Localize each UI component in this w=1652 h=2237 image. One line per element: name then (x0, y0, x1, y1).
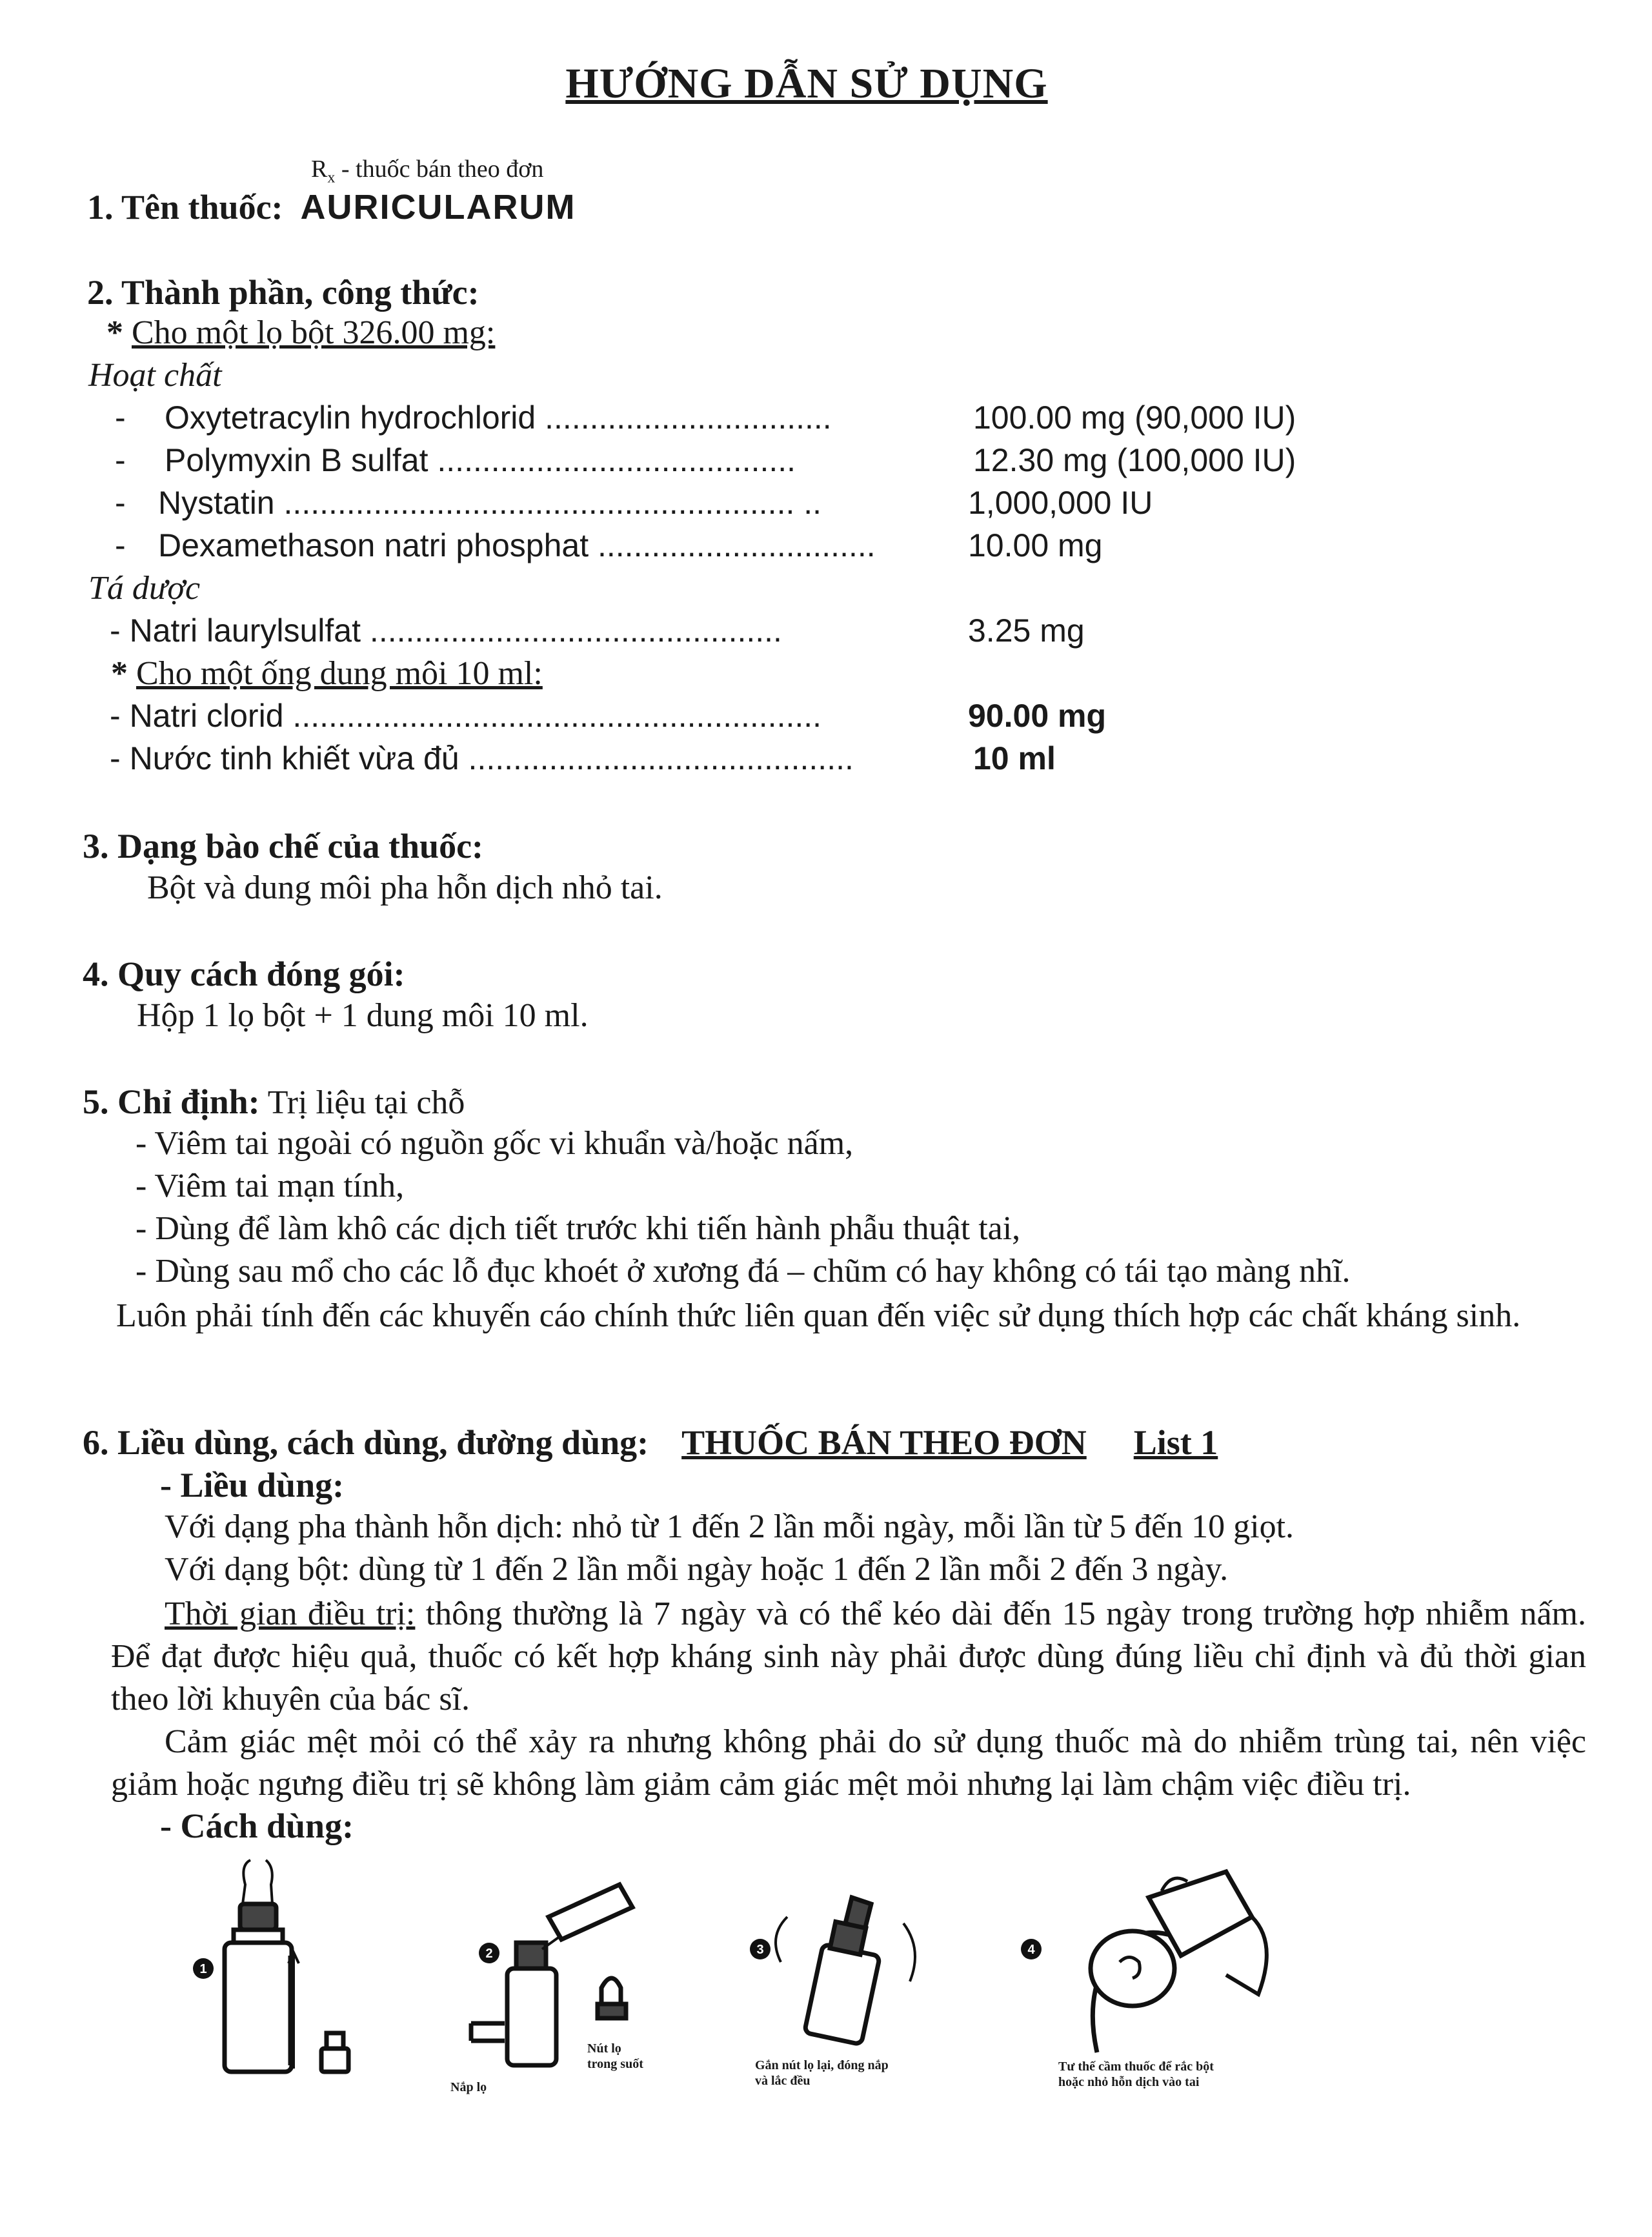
svg-text:1: 1 (199, 1962, 207, 1976)
solvent-row: - Natri clorid ........................................................... (110, 698, 822, 734)
active-row: - (115, 485, 126, 521)
svg-text:2: 2 (485, 1947, 493, 1961)
rx-symbol: R (311, 156, 328, 183)
indication-note: Luôn phải tính đến các khuyến cáo chính thức liên quan đến việc sử dụng thích hợp các chất kháng sinh. (116, 1297, 1521, 1334)
prescription-tag: THUỐC BÁN THEO ĐƠN (681, 1423, 1087, 1462)
page-title: HƯỚNG DẪN SỬ DỤNG (565, 60, 1048, 107)
dose-line: Với dạng bột: dùng từ 1 đến 2 lần mỗi ngày hoặc 1 đến 2 lần mỗi 2 đến 3 ngày. (165, 1551, 1229, 1588)
active-row-name: Polymyxin B sulfat ........................................ (165, 442, 796, 478)
excipient-row: - Natri laurylsulfat .............................................. (110, 612, 782, 649)
active-row: - (115, 527, 126, 563)
solvent-amount: 10 ml (973, 740, 1056, 776)
drug-name-label: 1. Tên thuốc: (87, 188, 283, 227)
list-tag: List 1 (1133, 1423, 1218, 1462)
usage-figure-1 (181, 1859, 374, 2072)
figure-2-caption-stopper: Nút lọ trong suốt (587, 2041, 643, 2071)
solvent-note: * Cho một ống dung môi 10 ml: (111, 655, 543, 692)
svg-text:3: 3 (756, 1943, 764, 1957)
indication-item: - Dùng sau mổ cho các lỗ đục khoét ở xương đá – chũm có hay không có tái tạo màng nhĩ. (136, 1253, 1351, 1290)
active-row-amount: 100.00 mg (90,000 IU) (973, 400, 1296, 436)
active-row-name: Dexamethason natri phosphat ............................... (158, 527, 876, 563)
active-row-amount: 1,000,000 IU (968, 485, 1153, 521)
active-row-name: Nystatin ......................................................... .. (158, 485, 822, 521)
active-row-amount: 10.00 mg (968, 527, 1103, 563)
ear-application-icon (1013, 1865, 1284, 2052)
active-row-amount: 12.30 mg (100,000 IU) (973, 442, 1296, 478)
dose-heading: - Liều dùng: (160, 1466, 345, 1504)
duration-label: Thời gian điều trị: (165, 1595, 416, 1632)
drug-name: AURICULARUM (300, 188, 576, 227)
open-bottle-pour-icon (445, 1872, 690, 2098)
rx-subscript: x (327, 169, 336, 187)
solvent-row: - Nước tinh khiết vừa đủ ........................................... (110, 740, 854, 776)
bottle-and-ampoule-icon (181, 1859, 374, 2072)
usage-figure-4 (1013, 1865, 1284, 2098)
active-row: - (115, 400, 126, 436)
rx-text: - thuốc bán theo đơn (335, 156, 544, 183)
section-3-text: Bột và dung môi pha hỗn dịch nhỏ tai. (147, 869, 663, 906)
indication-item: - Dùng để làm khô các dịch tiết trước khi tiến hành phẫu thuật tai, (136, 1210, 1021, 1247)
dose-line: Với dạng pha thành hỗn dịch: nhỏ từ 1 đến 2 lần mỗi ngày, mỗi lần từ 5 đến 10 giọt. (165, 1508, 1294, 1545)
svg-text:4: 4 (1027, 1943, 1035, 1957)
figure-4-caption: Tư thế cầm thuốc để rắc bột hoặc nhỏ hỗn dịch vào tai (1058, 2060, 1214, 2089)
usage-figure-2 (445, 1872, 690, 2098)
indication-item: - Viêm tai ngoài có nguồn gốc vi khuẩn và/hoặc nấm, (136, 1125, 854, 1162)
fatigue-paragraph: Cảm giác mệt mỏi có thể xảy ra nhưng không phải do sử dụng thuốc mà do nhiễm trùng tai, nên việc giảm hoặc ngưng điều trị sẽ không làm giảm cảm giác mệt mỏi nhưng lại làm chậm việc điều trị. (111, 1723, 1586, 1803)
active-row: - (115, 442, 126, 478)
shake-bottle-icon (742, 1885, 949, 2052)
indication-item: - Viêm tai mạn tính, (136, 1168, 405, 1204)
section-3-heading: 3. Dạng bào chế của thuốc: (83, 827, 484, 865)
section-4-heading: 4. Quy cách đóng gói: (83, 955, 405, 993)
figure-3-caption: Gắn nút lọ lại, đóng nắp và lắc đều (755, 2058, 889, 2088)
rx-note (311, 155, 543, 187)
section-2-heading: 2. Thành phần, công thức: (87, 273, 479, 312)
solvent-amount: 90.00 mg (968, 698, 1107, 734)
section-5-heading: 5. Chỉ định: Trị liệu tại chỗ (83, 1082, 465, 1121)
powder-note: * Cho một lọ bột 326.00 mg: (106, 314, 496, 351)
duration-paragraph (111, 1593, 1586, 1721)
active-row-name: Oxytetracylin hydrochlorid ................................ (165, 400, 832, 436)
excipient-amount: 3.25 mg (968, 612, 1085, 649)
active-label: Hoạt chất (88, 357, 222, 394)
figure-2-caption-cap: Nắp lọ (450, 2080, 487, 2094)
excipient-label: Tá dược (88, 570, 201, 607)
usage-figure-3 (742, 1885, 949, 2098)
section-1-heading (87, 187, 576, 227)
usage-heading: - Cách dùng: (160, 1807, 354, 1845)
duration-text: thông thường là 7 ngày và có thể kéo dài đến 15 ngày trong trường hợp nhiễm nấm. Để đạt được hiệu quả, thuốc có kết hợp kháng sinh này phải được dùng đúng liều chỉ định và đủ thời gian theo lời khuyên của bác sĩ. (111, 1595, 1587, 1717)
section-4-text: Hộp 1 lọ bột + 1 dung môi 10 ml. (137, 997, 589, 1034)
section-6-heading: 6. Liều dùng, cách dùng, đường dùng: THUỐC BÁN THEO ĐƠN List 1 (83, 1423, 1218, 1462)
